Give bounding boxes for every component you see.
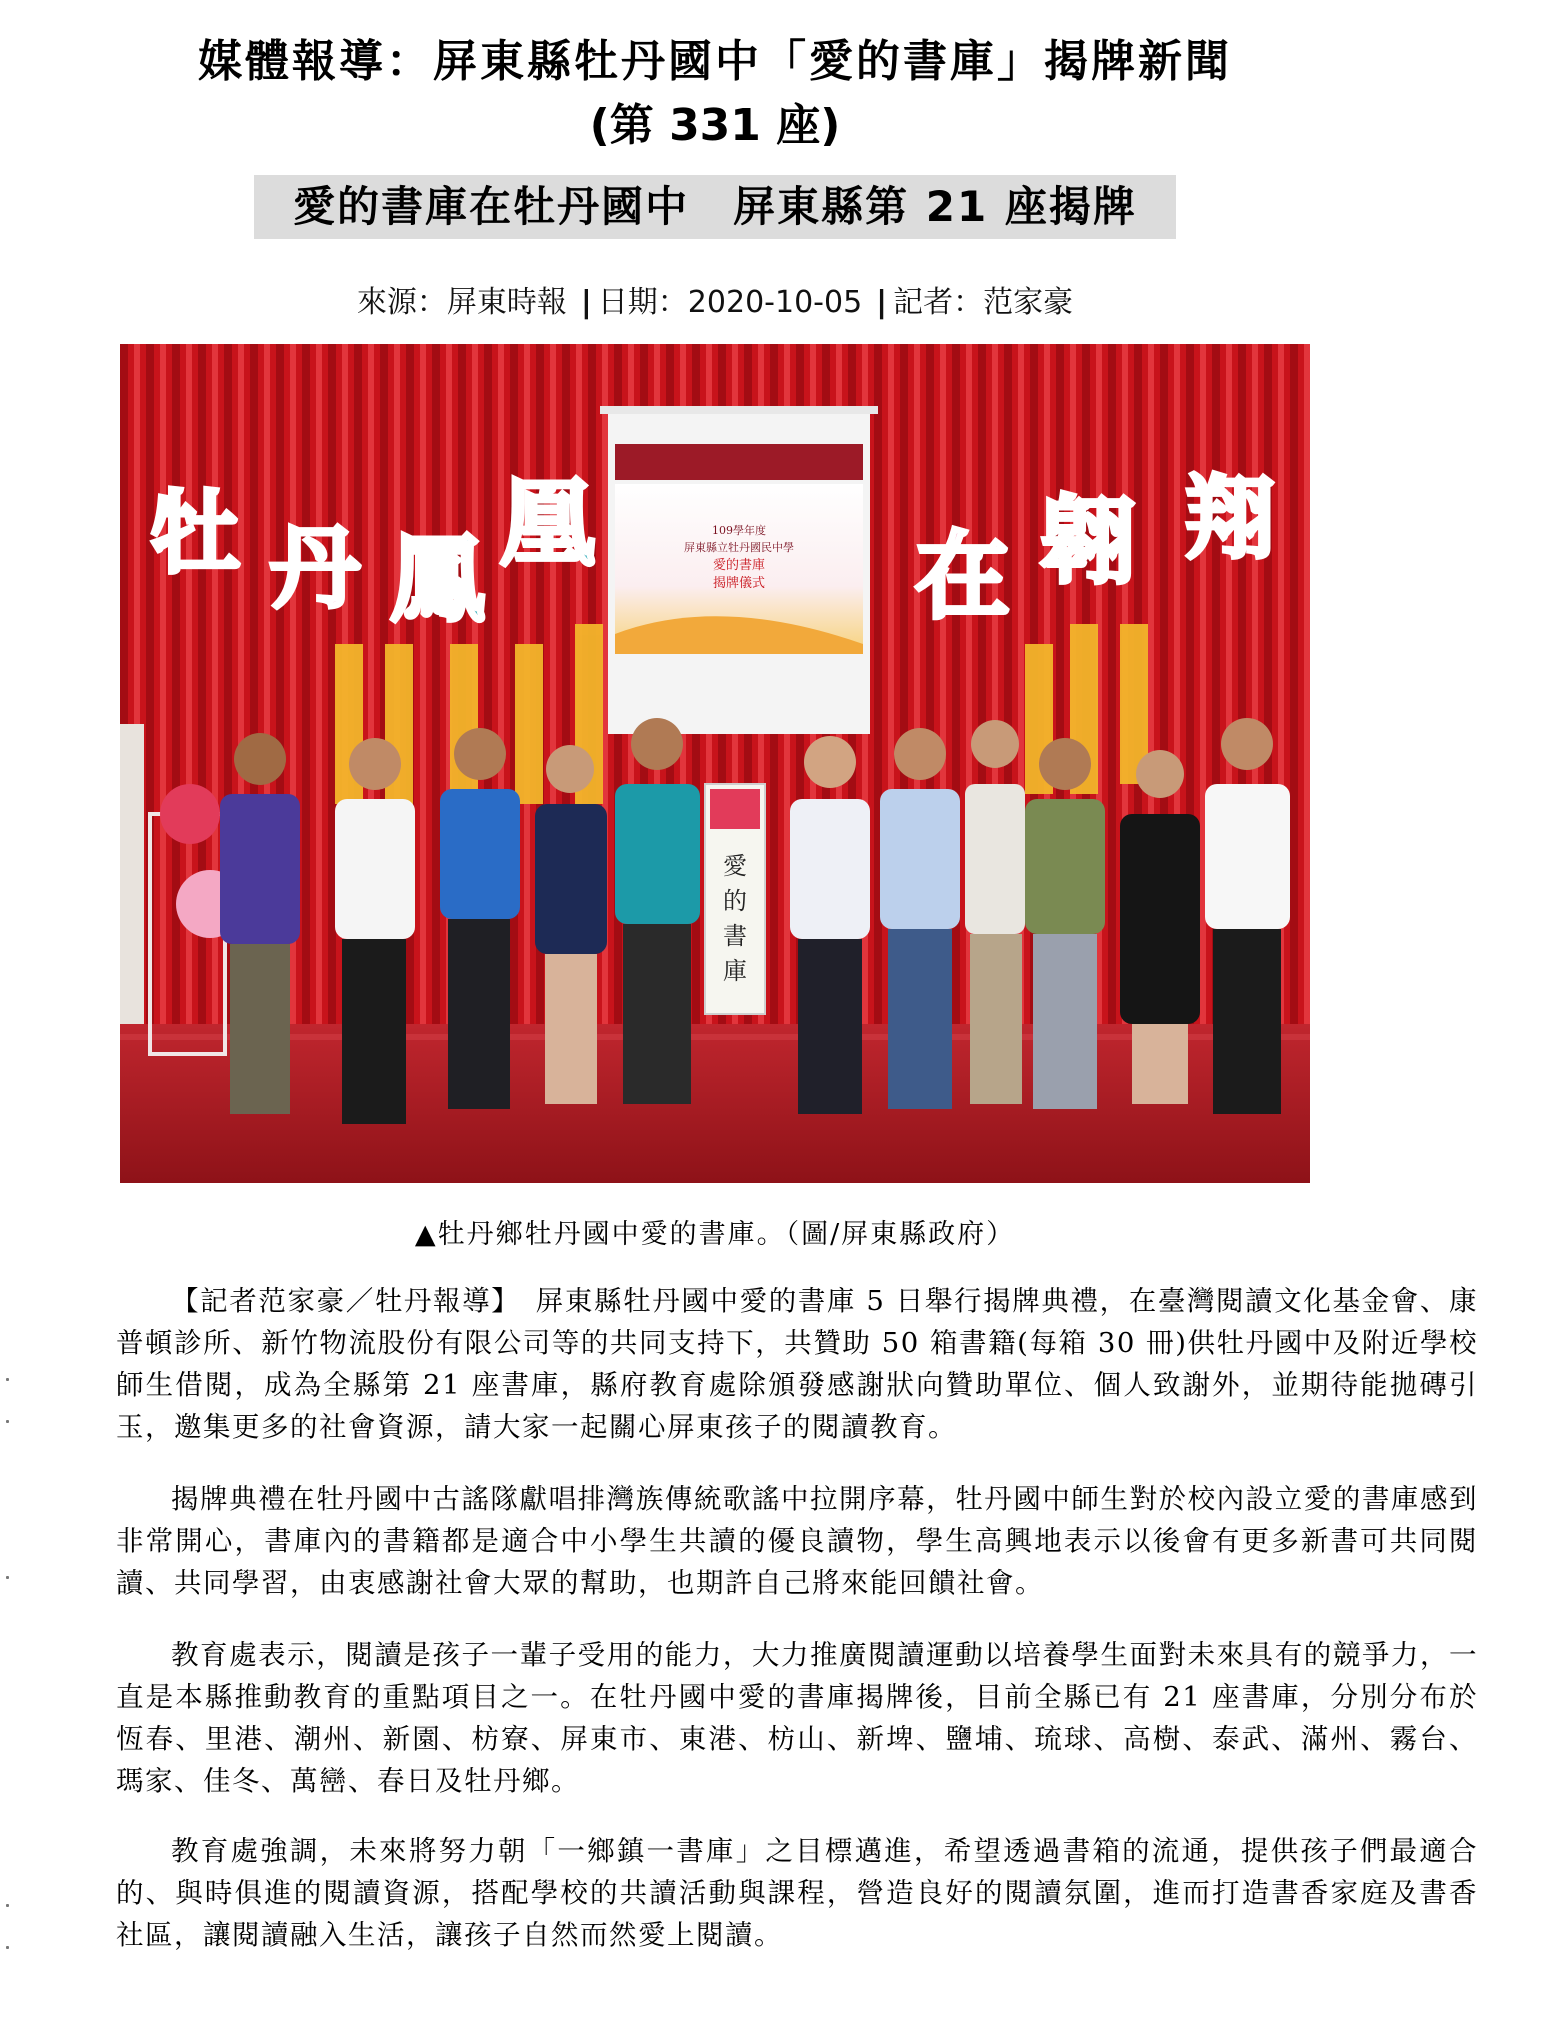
ceremony-photo [120, 344, 1310, 1183]
article-paragraph: 教育處強調，未來將努力朝「一鄉鎮一書庫」之目標邁進，希望透過書箱的流通，提供孩子們最適合的、與時俱進的閱讀資源，搭配學校的共讀活動與課程，營造良好的閱讀氛圍，進而打造書香家庭及書香社區，讓閱讀融入生活，讓孩子自然而然愛上閱讀。 [116, 1835, 1478, 1951]
screen-text: 109學年度 [712, 524, 766, 537]
margin-mark [6, 1904, 9, 1907]
plaque-char: 愛 [723, 852, 747, 880]
page-subtitle: (第 331 座) [589, 100, 841, 151]
banner-char: 丹 [270, 516, 360, 621]
page-title: 媒體報導：屏東縣牡丹國中「愛的書庫」揭牌新聞 [198, 36, 1232, 87]
article-paragraph: 教育處表示，閱讀是孩子一輩子受用的能力，大力推廣閱讀運動以培養學生面對未來具有的競爭力，一直是本縣推動教育的重點項目之一。在牡丹國中愛的書庫揭牌後，目前全縣已有 21 座書庫，分別分布於恆春、里港、潮州、新園、枋寮、屏東市、東港、枋山、新埤、鹽埔、琉球、高樹、泰武、滿州、霧台、瑪家、佳冬、萬巒、春日及牡丹鄉。 [116, 1639, 1478, 1797]
byline [0, 283, 1430, 323]
banner-char: 牡 [150, 481, 240, 586]
byline-separator: | [580, 285, 592, 320]
margin-mark [6, 1946, 9, 1949]
margin-mark [6, 1378, 9, 1381]
news-headline: 愛的書庫在牡丹國中 屏東縣第 21 座揭牌 [254, 175, 1176, 239]
banner-char: 在 [915, 522, 1011, 632]
plaque-char: 庫 [723, 957, 747, 985]
screen-text: 愛的書庫 [712, 558, 766, 573]
byline-source: 來源：屏東時報 [356, 285, 567, 320]
byline-reporter: 記者：范家豪 [893, 285, 1074, 320]
byline-date: 日期：2020-10-05 [597, 285, 863, 320]
article-paragraph: 【記者范家豪／牡丹報導】 屏東縣牡丹國中愛的書庫 5 日舉行揭牌典禮，在臺灣閱讀文化基金會、康普頓診所、新竹物流股份有限公司等的共同支持下，共贊助 50 箱書籍(每箱 30 冊)供牡丹國中及附近學校師生借閱，成為全縣第 21 座書庫，縣府教育處除頒發感謝狀向贊助單位、個人致謝外，並期待能拋磚引玉，邀集更多的社會資源，請大家一起關心屏東孩子的閱讀教育。 [116, 1285, 1478, 1443]
banner-char: 鳳 [390, 525, 486, 635]
screen-text: 揭牌儀式 [712, 576, 766, 591]
plaque-char: 的 [723, 887, 747, 915]
banner-char: 凰 [500, 469, 596, 579]
byline-separator: | [876, 285, 888, 320]
photo-caption: ▲牡丹鄉牡丹國中愛的書庫。（圖/屏東縣政府） [414, 1219, 1016, 1250]
margin-mark [6, 1576, 9, 1579]
article-paragraph: 揭牌典禮在牡丹國中古謠隊獻唱排灣族傳統歌謠中拉開序幕，牡丹國中師生對於校內設立愛的書庫感到非常開心，書庫內的書籍都是適合中小學生共讀的優良讀物，學生高興地表示以後會有更多新書可共同閱讀、共同學習，由衷感謝社會大眾的幫助，也期許自己將來能回饋社會。 [116, 1483, 1478, 1599]
margin-mark [6, 1420, 9, 1423]
screen-text: 屏東縣立牡丹國民中學 [684, 541, 794, 554]
plaque-char: 書 [723, 922, 747, 950]
banner-char: 翔 [1185, 466, 1275, 571]
banner-char: 翱 [1040, 487, 1136, 597]
